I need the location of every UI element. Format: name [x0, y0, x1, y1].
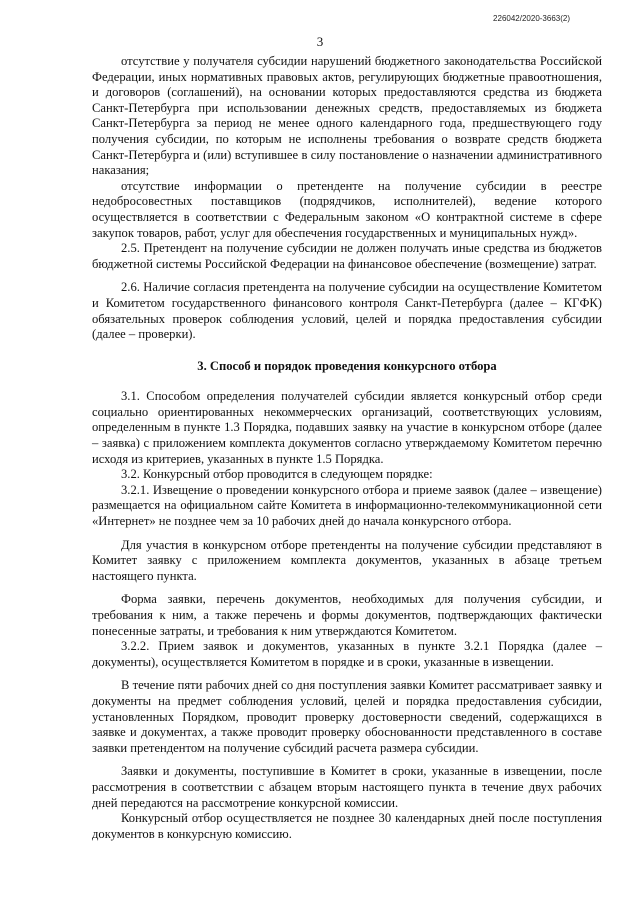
paragraph: В течение пяти рабочих дней со дня поступления заявки Комитет рассматривает заявку и документы на предмет соблюдения условий, целей и порядка предоставления субсидии, установленных Порядком, проводит проверку достоверности сведений, содержащихся в заявке и документах, а также проводит проверку обоснованности представленного в составе заявки претендентом на получение субсидий расчета размера субсидии. [92, 678, 602, 755]
paragraph: Заявки и документы, поступившие в Комитет в сроки, указанные в извещении, после рассмотрения в соответствии с абзацем вторым настоящего пункта в течение двух рабочих дней передаются на рассмотрение конкурсной комиссии. [92, 764, 602, 810]
paragraph: Конкурсный отбор осуществляется не позднее 30 календарных дней после поступления документов в конкурсную комиссию. [92, 811, 602, 841]
paragraph: 2.5. Претендент на получение субсидии не должен получать иные средства из бюджетов бюджетной системы Российской Федерации на финансовое обеспечение (возмещение) затрат. [92, 241, 602, 271]
paragraph: 3.2.1. Извещение о проведении конкурсного отбора и приеме заявок (далее – извещение) размещается на официальном сайте Комитета в информационно-телекоммуникационной сети «Интернет» не позднее чем за 10 рабочих дней до начала конкурсного отбора. [92, 482, 602, 529]
document-body [92, 54, 602, 842]
paragraph: 3.2. Конкурсный отбор проводится в следующем порядке: [121, 467, 433, 482]
paragraph: 3.1. Способом определения получателей субсидии является конкурсный отбор среди социально ориентированных некоммерческих организаций, соответствующих условиям, определенным в пункте 1.3 Порядка, подавших заявку на участие в конкурсном отборе (далее – заявка) с приложением комплекта документов согласно утверждаемому Комитетом перечню исходя из критериев, указанных в пункте 1.5 Порядка. [92, 389, 602, 466]
paragraph: отсутствие информации о претенденте на получение субсидии в реестре недобросовестных поставщиков (подрядчиков, исполнителей), ведение которого осуществляется в соответствии с Федеральным законом «О контрактной системе в сфере закупок товаров, работ, услуг для обеспечения государственных и муниципальных нужд». [92, 178, 602, 240]
paragraph: отсутствие у получателя субсидии нарушений бюджетного законодательства Российской Федерации, иных нормативных правовых актов, регулирующих бюджетные правоотношения, и договоров (соглашений), на основании которых предоставляются средства из бюджета Санкт-Петербурга при использовании денежных средств, предоставляемых из бюджета Санкт-Петербурга за период не менее одного календарного года, предшествующего году получения субсидии, по которым не исполнены требования о возврате средств бюджета Санкт-Петербурга и (или) вступившее в силу постановление о назначении административного наказания; [92, 54, 602, 178]
paragraph: Форма заявки, перечень документов, необходимых для получения субсидии, и требования к ним, а также перечень и формы документов, подтверждающих фактически понесенные затраты, и требования к ним утверждаются Комитетом. [92, 592, 602, 638]
page-number: 3 [316, 34, 324, 49]
paragraph: Для участия в конкурсном отборе претенденты на получение субсидии представляют в Комитет заявку с приложением комплекта документов, указанных в абзаце третьем настоящего пункта. [92, 537, 602, 583]
document-number: 226042/2020-3663(2) [493, 14, 570, 23]
paragraph: 2.6. Наличие согласия претендента на получение субсидии на осуществление Комитетом и Комитетом государственного финансового контроля Санкт-Петербурга (далее – КГФК) обязательных проверок соблюдения условий, целей и порядка предоставления субсидии (далее – проверки). [92, 280, 602, 342]
paragraph: 3.2.2. Прием заявок и документов, указанных в пункте 3.2.1 Порядка (далее – документы), осуществляется Комитетом в порядке и в сроки, указанные в извещении. [92, 639, 602, 669]
section-title: 3. Способ и порядок проведения конкурсного отбора [197, 358, 497, 373]
